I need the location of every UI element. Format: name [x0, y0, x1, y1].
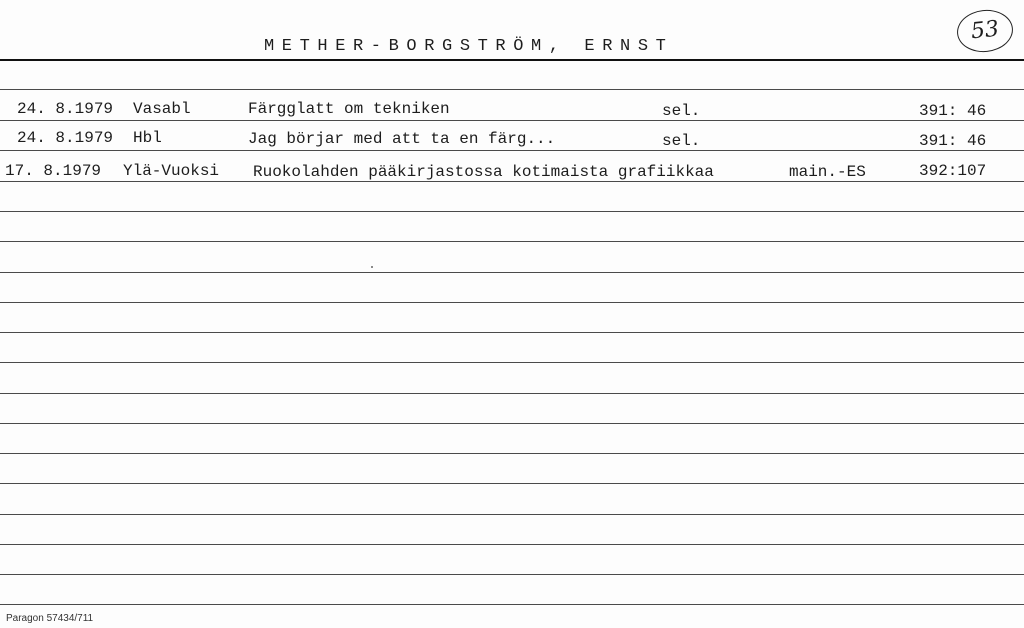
entry-note: sel.	[662, 132, 701, 150]
entry-title: Jag börjar med att ta en färg...	[248, 130, 556, 148]
ruled-line	[0, 514, 1024, 515]
ruled-line	[0, 272, 1024, 273]
card-title: METHER-BORGSTRÖM, ERNST	[264, 37, 674, 56]
ruled-line	[0, 302, 1024, 303]
ruled-line	[0, 453, 1024, 454]
ruled-line	[0, 544, 1024, 545]
paper-speck	[371, 266, 373, 268]
ruled-line	[0, 423, 1024, 424]
ruled-line	[0, 241, 1024, 242]
entry-source: Hbl	[133, 129, 162, 147]
entry-ref: 391: 46	[919, 132, 987, 150]
entry-date: 24. 8.1979	[17, 100, 114, 118]
entry-title: Ruokolahden pääkirjastossa kotimaista grafiikkaa	[253, 163, 714, 181]
ruled-line	[0, 211, 1024, 212]
entry-date: 17. 8.1979	[5, 162, 102, 180]
ruled-line	[0, 604, 1024, 605]
ruled-line	[0, 150, 1024, 151]
page-number-circle: 53	[955, 7, 1015, 55]
card-footer: Paragon 57434/711	[6, 613, 94, 624]
ruled-line	[0, 362, 1024, 363]
ruled-line	[0, 89, 1024, 90]
entry-date: 24. 8.1979	[17, 129, 114, 147]
entry-ref: 391: 46	[919, 102, 987, 120]
ruled-line	[0, 574, 1024, 575]
ruled-line	[0, 483, 1024, 484]
entry-source: Vasabl	[133, 100, 191, 118]
entry-title: Färgglatt om tekniken	[248, 100, 450, 118]
ruled-line	[0, 332, 1024, 333]
title-rule	[0, 59, 1024, 61]
ruled-line	[0, 120, 1024, 121]
ruled-line	[0, 181, 1024, 182]
ruled-line	[0, 393, 1024, 394]
entry-ref: 392:107	[919, 162, 987, 180]
entry-source: Ylä-Vuoksi	[123, 162, 220, 180]
entry-note: main.-ES	[789, 163, 866, 181]
entry-note: sel.	[662, 102, 701, 120]
